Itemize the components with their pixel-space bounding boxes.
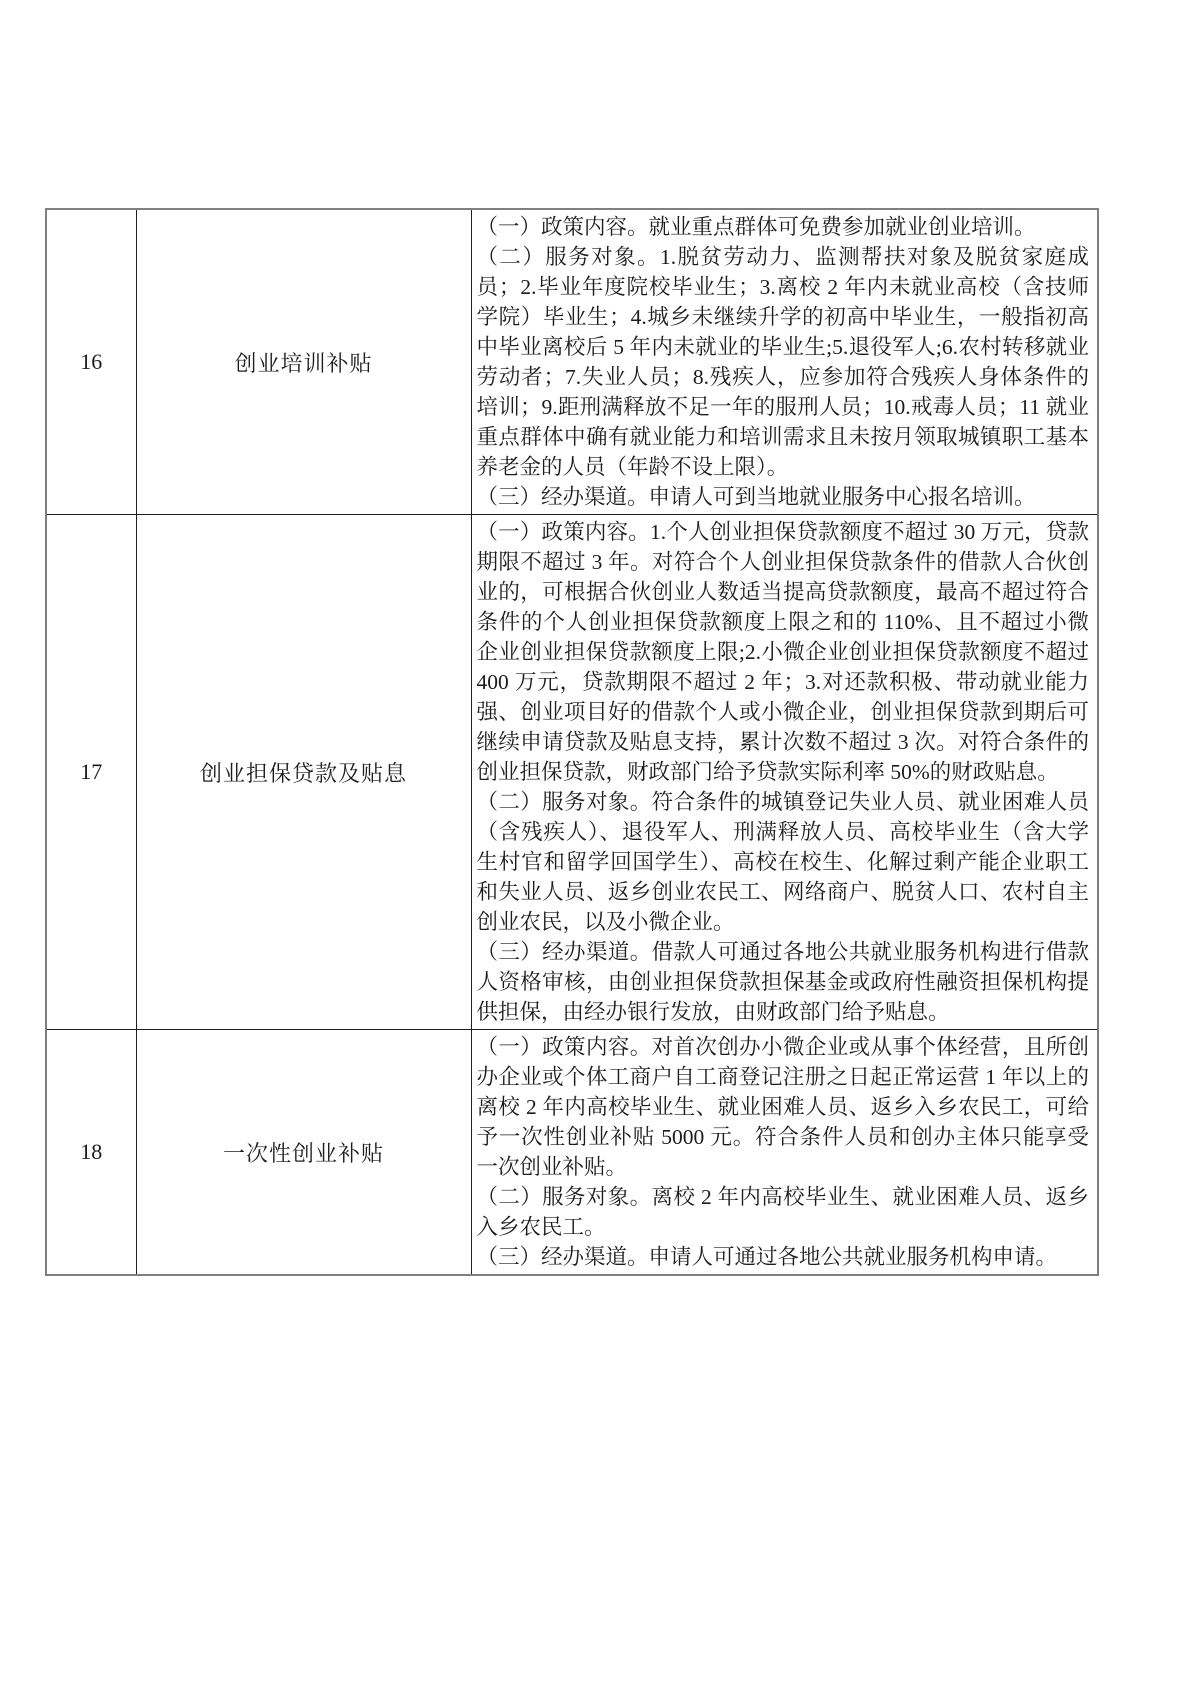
policy-table [45, 208, 1099, 1276]
row-number: 17 [46, 515, 136, 1030]
policy-content [471, 209, 1098, 515]
policy-item-targets: （二）服务对象。符合条件的城镇登记失业人员、就业困难人员（含残疾人）、退役军人、刑满释放人员、高校毕业生（含大学生村官和留学回国学生）、高校在校生、化解过剩产能企业职工和失业人员、返乡创业农民工、网络商户、脱贫人口、农村自主创业农民，以及小微企业。 [476, 790, 1089, 934]
policy-title: 创业担保贷款及贴息 [136, 515, 471, 1030]
policy-item-targets: （二）服务对象。离校 2 年内高校毕业生、就业困难人员、返乡入乡农民工。 [476, 1185, 1089, 1239]
policy-item-content: （一）政策内容。对首次创办小微企业或从事个体经营，且所创办企业或个体工商户自工商登记注册之日起正常运营 1 年以上的离校 2 年内高校毕业生、就业困难人员、返乡入乡农民工，可给予一次性创业补贴 5000 元。符合条件人员和创办主体只能享受一次创业补贴。 [476, 1035, 1089, 1179]
policy-content [471, 1030, 1098, 1276]
policy-item-channel: （三）经办渠道。申请人可通过各地公共就业服务机构申请。 [476, 1245, 1058, 1269]
row-number: 16 [46, 209, 136, 515]
policy-item-content: （一）政策内容。就业重点群体可免费参加就业创业培训。 [476, 215, 1036, 239]
policy-title: 创业培训补贴 [136, 209, 471, 515]
table-row [46, 1030, 1098, 1276]
policy-content [471, 515, 1098, 1030]
table-row [46, 515, 1098, 1030]
table-row [46, 209, 1098, 515]
policy-item-channel: （三）经办渠道。借款人可通过各地公共就业服务机构进行借款人资格审核，由创业担保贷款担保基金或政府性融资担保机构提供担保，由经办银行发放，由财政部门给予贴息。 [476, 940, 1089, 1024]
policy-item-channel: （三）经办渠道。申请人可到当地就业服务中心报名培训。 [476, 485, 1036, 509]
policy-item-content: （一）政策内容。1.个人创业担保贷款额度不超过 30 万元，贷款期限不超过 3 年。对符合个人创业担保贷款条件的借款人合伙创业的，可根据合伙创业人数适当提高贷款额度，最高不超过符合条件的个人创业担保贷款额度上限之和的 110%、且不超过小微企业创业担保贷款额度上限;2.小微企业创业担保贷款额度不超过 400 万元，贷款期限不超过 2 年；3.对还款积极、带动就业能力强、创业项目好的借款个人或小微企业，创业担保贷款到期后可继续申请贷款及贴息支持，累计次数不超过 3 次。对符合条件的创业担保贷款，财政部门给予贷款实际利率 50%的财政贴息。 [476, 520, 1089, 784]
row-number: 18 [46, 1030, 136, 1276]
policy-item-targets: （二）服务对象。1.脱贫劳动力、监测帮扶对象及脱贫家庭成员；2.毕业年度院校毕业生；3.离校 2 年内未就业高校（含技师学院）毕业生；4.城乡未继续升学的初高中毕业生，一般指初高中毕业离校后 5 年内未就业的毕业生;5.退役军人;6.农村转移就业劳动者；7.失业人员；8.残疾人，应参加符合残疾人身体条件的培训；9.距刑满释放不足一年的服刑人员；10.戒毒人员；11 就业重点群体中确有就业能力和培训需求且未按月领取城镇职工基本养老金的人员（年龄不设上限）。 [476, 245, 1089, 479]
policy-title: 一次性创业补贴 [136, 1030, 471, 1276]
